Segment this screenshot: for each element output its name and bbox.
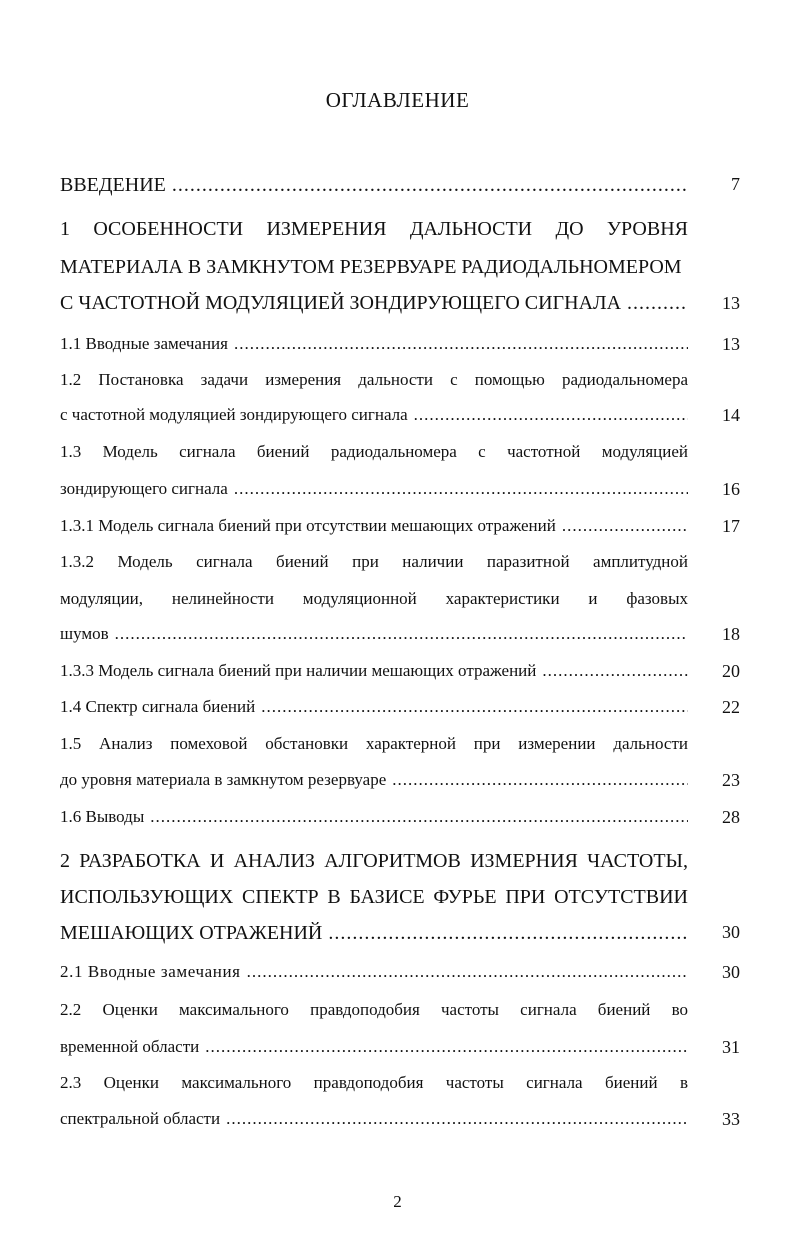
toc-entry-1-1[interactable] (60, 334, 688, 354)
toc-entry-title: с частотной модуляцией зондирующего сигнала (60, 405, 408, 424)
toc-page-number: 33 (722, 1109, 740, 1129)
dot-leader (392, 770, 688, 790)
dot-leader (414, 405, 688, 425)
toc-entry-title: 1.6 Выводы (60, 807, 145, 826)
toc-entry-title: шумов (60, 624, 109, 643)
dot-leader (247, 962, 688, 982)
toc-entry-title: 1.3.1 Модель сигнала биений при отсутствии мешающих отражений (60, 516, 556, 535)
toc-entry-1-3-line-1[interactable]: 1.3 Модель сигнала биений радиодальномера с частотной модуляцией (60, 442, 688, 461)
toc-page-number: 18 (722, 624, 740, 644)
toc-page-number: 13 (722, 334, 740, 354)
toc-page-number: 20 (722, 661, 740, 681)
toc-entry-title: ВВЕДЕНИЕ (60, 174, 166, 196)
dot-leader (562, 516, 688, 536)
toc-entry-title: спектральной области (60, 1109, 221, 1128)
dot-leader (115, 624, 688, 644)
toc-entry-1-2-line-1[interactable]: 1.2 Постановка задачи измерения дальности с помощью радиодальномера (60, 370, 688, 389)
toc-entry-1-3-2-line-1[interactable]: 1.3.2 Модель сигнала биений при наличии паразитной амплитудной (60, 552, 688, 571)
toc-entry-1-4[interactable] (60, 697, 688, 717)
toc-chapter-2-line-1[interactable]: 2 РАЗРАБОТКА И АНАЛИЗ АЛГОРИТМОВ ИЗМЕРНИЯ ЧАСТОТЫ, (60, 850, 688, 872)
toc-entry-title: 1.4 Спектр сигнала биений (60, 697, 256, 716)
toc-entry-title: 1.1 Вводные замечания (60, 334, 228, 353)
toc-page-number: 22 (722, 697, 740, 717)
dot-leader (234, 334, 688, 354)
toc-entry-title: временной области (60, 1037, 200, 1056)
toc-entry-1-3-2-line-3[interactable] (60, 624, 688, 644)
toc-entry-intro[interactable] (60, 174, 688, 197)
toc-entry-2-3-line-2[interactable] (60, 1109, 688, 1129)
toc-entry-1-3-3[interactable] (60, 661, 688, 681)
toc-entry-2-3-line-1[interactable]: 2.3 Оценки максимального правдоподобия частоты сигнала биений в (60, 1073, 688, 1092)
toc-entry-1-6[interactable] (60, 807, 688, 827)
toc-page-number: 13 (722, 293, 740, 313)
toc-page-number: 23 (722, 770, 740, 790)
toc-chapter-2-line-3[interactable] (60, 922, 688, 945)
page-number-footer: 2 (393, 1192, 402, 1211)
toc-entry-1-5-line-2[interactable] (60, 770, 688, 790)
toc-chapter-2-line-2[interactable]: ИСПОЛЬЗУЮЩИХ СПЕКТР В БАЗИСЕ ФУРЬЕ ПРИ ОТСУТСТВИИ (60, 886, 688, 908)
toc-page-number: 31 (722, 1037, 740, 1057)
dot-leader (328, 922, 688, 945)
toc-entry-title: МЕШАЮЩИХ ОТРАЖЕНИЙ (60, 922, 323, 944)
toc-page-number: 28 (722, 807, 740, 827)
dot-leader (172, 174, 688, 197)
toc-entry-2-2-line-2[interactable] (60, 1037, 688, 1057)
toc-page-number: 14 (722, 405, 740, 425)
toc-entry-1-3-line-2[interactable] (60, 479, 688, 499)
page-title: ОГЛАВЛЕНИЕ (325, 88, 470, 112)
toc-entry-title: С ЧАСТОТНОЙ МОДУЛЯЦИЕЙ ЗОНДИРУЮЩЕГО СИГНАЛА (60, 292, 622, 314)
dot-leader (542, 661, 688, 681)
toc-chapter-1-line-2[interactable]: МАТЕРИАЛА В ЗАМКНУТОМ РЕЗЕРВУАРЕ РАДИОДАЛЬНОМЕРОМ (60, 256, 682, 278)
dot-leader (234, 479, 688, 499)
toc-page-number: 30 (722, 962, 740, 982)
toc-entry-1-2-line-2[interactable] (60, 405, 688, 425)
toc-entry-title: зондирующего сигнала (60, 479, 228, 498)
toc-entry-title: 1.3.3 Модель сигнала биений при наличии мешающих отражений (60, 661, 537, 680)
toc-page-number: 17 (722, 516, 740, 536)
dot-leader (226, 1109, 688, 1129)
toc-page-number: 30 (722, 922, 740, 942)
dot-leader (205, 1037, 688, 1057)
toc-entry-1-5-line-1[interactable]: 1.5 Анализ помеховой обстановки характерной при измерении дальности (60, 734, 688, 753)
dot-leader (627, 292, 688, 315)
toc-entry-title: до уровня материала в замкнутом резервуаре (60, 770, 387, 789)
toc-entry-2-2-line-1[interactable]: 2.2 Оценки максимального правдоподобия частоты сигнала биений во (60, 1000, 688, 1019)
toc-chapter-1-line-3[interactable] (60, 292, 688, 315)
dot-leader (150, 807, 688, 827)
toc-page-number: 7 (731, 174, 740, 194)
toc-entry-1-3-1[interactable] (60, 516, 688, 536)
toc-chapter-1-line-1[interactable]: 1 ОСОБЕННОСТИ ИЗМЕРЕНИЯ ДАЛЬНОСТИ ДО УРОВНЯ (60, 218, 688, 240)
toc-entry-1-3-2-line-2[interactable]: модуляции, нелинейности модуляционной характеристики и фазовых (60, 589, 688, 608)
toc-entry-title: 2.1 Вводные замечания (60, 962, 241, 981)
toc-entry-2-1[interactable] (60, 962, 688, 982)
toc-page-number: 16 (722, 479, 740, 499)
dot-leader (261, 697, 688, 717)
